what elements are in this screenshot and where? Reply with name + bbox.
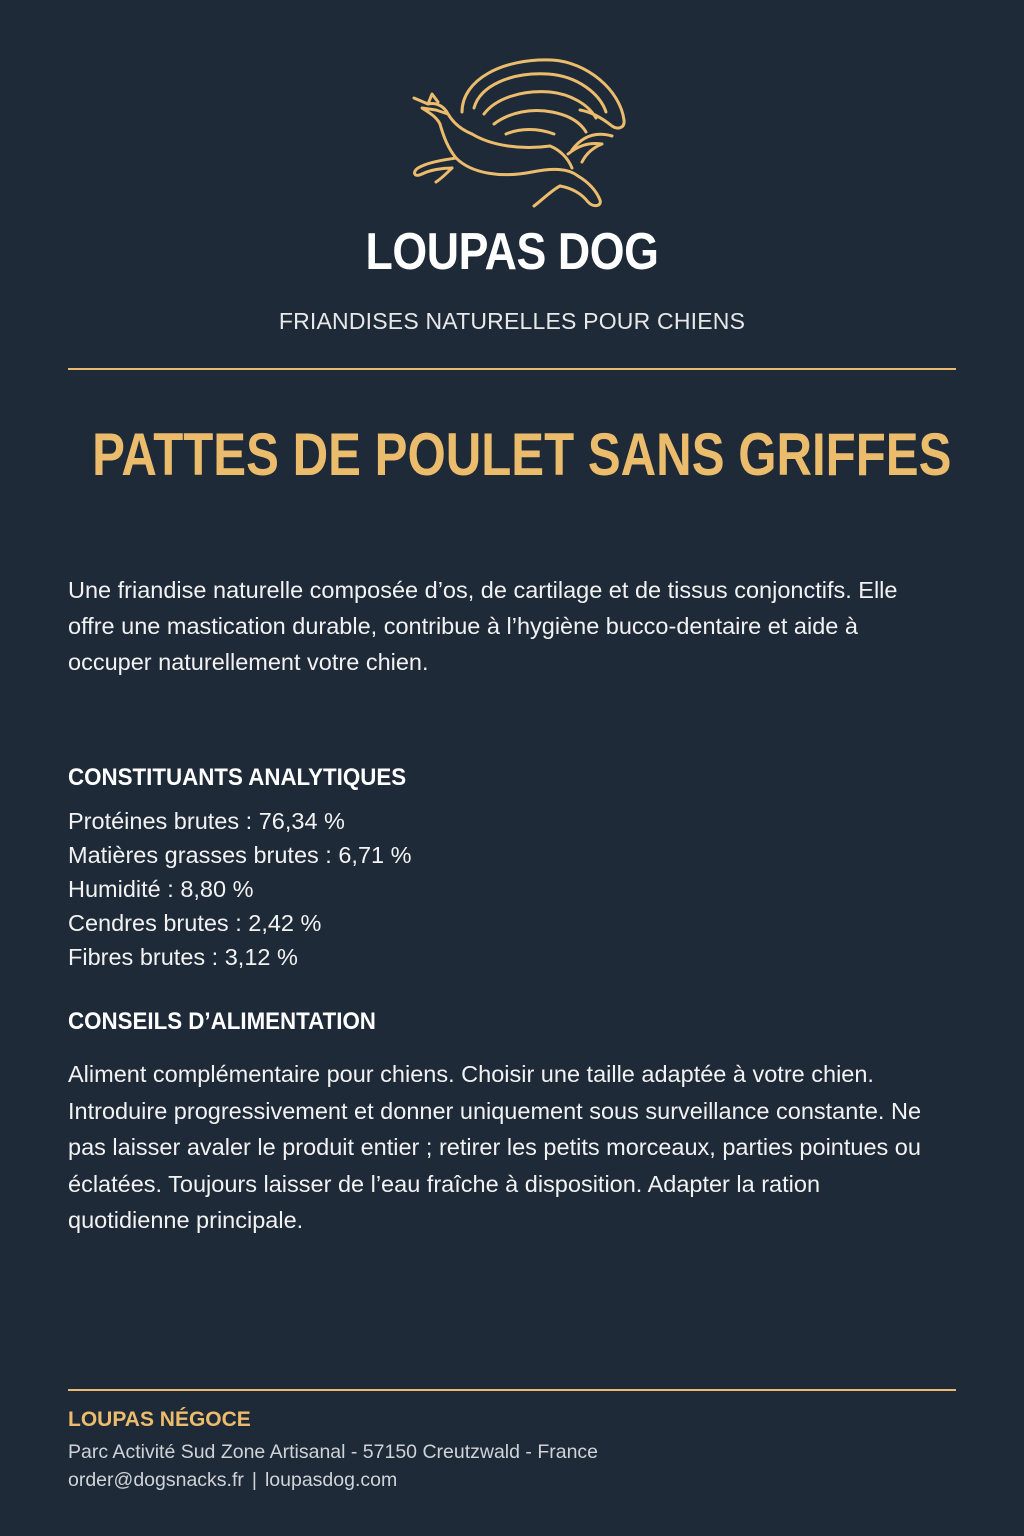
analytics-heading: CONSTITUANTS ANALYTIQUES bbox=[68, 764, 407, 791]
footer-divider bbox=[68, 1389, 956, 1391]
analytics-item-protein: Protéines brutes : 76,34 % bbox=[68, 808, 345, 834]
contact-line bbox=[68, 1469, 397, 1492]
analytics-item-fibre: Fibres brutes : 3,12 % bbox=[68, 944, 298, 970]
contact-email[interactable]: order@dogsnacks.fr bbox=[68, 1469, 244, 1491]
feeding-heading: CONSEILS D’ALIMENTATION bbox=[68, 1008, 376, 1035]
contact-separator: | bbox=[251, 1469, 257, 1491]
company-address: Parc Activité Sud Zone Artisanal - 57150 Creutzwald - France bbox=[68, 1441, 599, 1463]
feeding-text: Aliment complémentaire pour chiens. Choisir une taille adaptée à votre chien. Introduire progressivement et donner uniquement sous surveillance constante. Ne pas laisser avaler le produit entier ; retirer les petits morceaux, parties pointues ou éclatées. Toujours laisser de l’eau fraîche à disposition. Adapter la ration quotidienne principale. bbox=[68, 1061, 922, 1233]
analytics-item-ash: Cendres brutes : 2,42 % bbox=[68, 910, 322, 936]
product-title: PATTES DE POULET SANS GRIFFES bbox=[92, 421, 952, 488]
analytics-list bbox=[68, 804, 412, 974]
analytics-item-moisture: Humidité : 8,80 % bbox=[68, 876, 254, 902]
product-description: Une friandise naturelle composée d’os, de cartilage et de tissus conjonctifs. Elle offre une mastication durable, contribue à l’hygiène bucco-dentaire et aide à occuper naturellement votre chien. bbox=[68, 577, 898, 675]
header-divider bbox=[68, 368, 956, 370]
brand-name: LOUPAS DOG bbox=[365, 223, 659, 281]
analytics-item-fat: Matières grasses brutes : 6,71 % bbox=[68, 842, 412, 868]
winged-dog-icon bbox=[392, 50, 632, 220]
brand-tagline: FRIANDISES NATURELLES POUR CHIENS bbox=[278, 308, 746, 334]
contact-website[interactable]: loupasdog.com bbox=[264, 1469, 398, 1491]
company-name: LOUPAS NÉGOCE bbox=[68, 1408, 251, 1431]
